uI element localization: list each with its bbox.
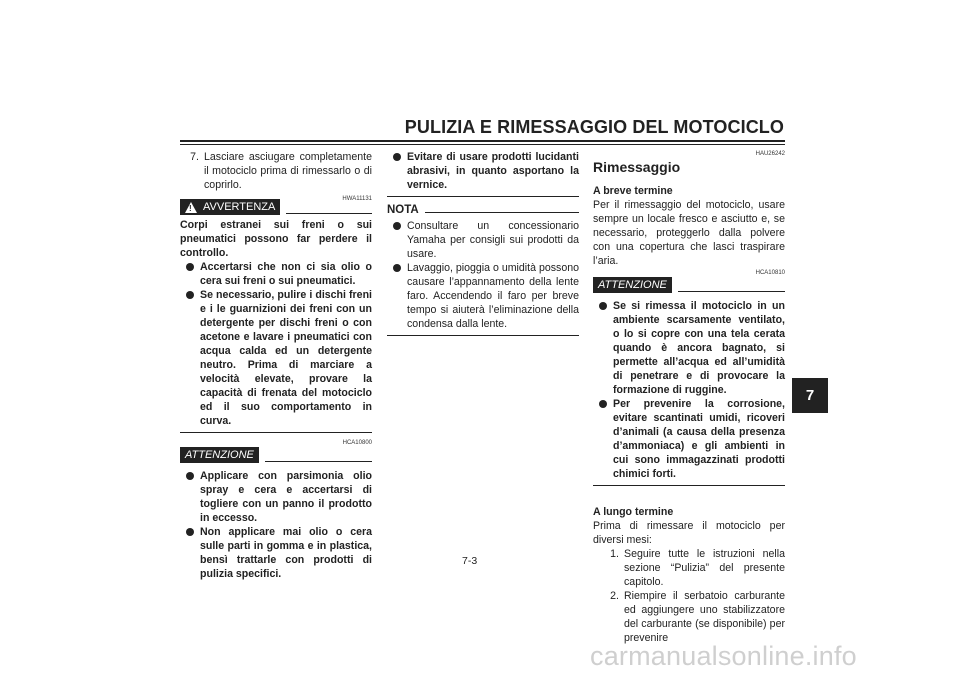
header-rule (180, 140, 785, 142)
long-term-text: Prima di rimessare il motociclo per diversi mesi: (593, 520, 785, 546)
attention-item (387, 150, 579, 192)
attention-item (593, 299, 785, 397)
warning-triangle-icon: ! (185, 202, 197, 213)
warning-badge (180, 199, 280, 215)
header-rule-thin (180, 144, 785, 145)
step-text: Riempire il serbatoio carburante ed aggiungere uno stabilizzatore del carburante (se disponibile) per prevenire (624, 590, 785, 644)
column-right (593, 150, 785, 645)
column-middle (387, 150, 579, 336)
nota-end-rule (387, 335, 579, 336)
bullet-icon (186, 263, 194, 271)
warning-item-text: Se necessario, pulire i dischi freni e i le guarnizioni dei freni con un detergente per dischi freni o con acetone e lavare i pneumatici con acqua calda ed un detergente neutro. Prima di marciare a velocità elevate, provare la capacità di frenata del motociclo ed il suo comportamento in curva. (200, 289, 372, 427)
step-number: 7. (190, 151, 199, 163)
bullet-icon (186, 472, 194, 480)
attention-end-rule (387, 196, 579, 197)
step-item (593, 589, 785, 645)
warning-lead: Corpi estranei sui freni o sui pneumatici possono far perdere il controllo. (180, 219, 372, 259)
page-number: 7-3 (462, 555, 478, 567)
short-term-text: Per il rimessaggio del motociclo, usare sempre un locale fresco e asciutto e, se necessario, proteggerlo dalla polvere con una copertura che lasci traspirare l’aria. (593, 199, 785, 267)
warning-item (180, 260, 372, 288)
warning-item (180, 288, 372, 428)
attention-label-rule (265, 461, 372, 462)
step-text: Seguire tutte le istruzioni nella sezione “Pulizia” del presente capitolo. (624, 548, 785, 588)
step-number: 1. (610, 548, 619, 560)
subheading-long: A lungo termine (593, 506, 674, 518)
section-code: HAU26242 (755, 151, 785, 157)
attention-item (180, 525, 372, 581)
nota-item-text: Consultare un concessionario Yamaha per consigli sui prodotti da usare. (407, 220, 579, 260)
attention-label-rule (678, 291, 785, 292)
step-item (593, 547, 785, 589)
step-text: Lasciare asciugare completamente il motociclo prima di rimessarlo o di coprirlo. (204, 151, 372, 191)
step-number: 2. (610, 590, 619, 602)
attention-code: HCA10800 (342, 440, 372, 446)
warning-label: AVVERTENZA (203, 201, 276, 213)
bullet-icon (599, 400, 607, 408)
section-title: Rimessaggio (593, 159, 681, 175)
nota-item-text: Lavaggio, pioggia o umidità possono causare l’appannamento della lente faro. Accendendo il faro per breve tempo si aiuterà l’eliminazione della condensa dalla lente. (407, 262, 579, 330)
bullet-icon (599, 302, 607, 310)
chapter-tab: 7 (792, 378, 828, 413)
warning-end-rule (180, 432, 372, 433)
nota-label-rule (425, 212, 579, 213)
attention-item (593, 397, 785, 481)
attention-badge: ATTENZIONE (593, 277, 672, 293)
bullet-icon (186, 291, 194, 299)
warning-item-text: Accertarsi che non ci sia olio o cera sui freni o sui pneumatici. (200, 261, 372, 287)
bullet-icon (186, 528, 194, 536)
bullet-icon (393, 222, 401, 230)
nota-item (387, 261, 579, 331)
warning-code: HWA11131 (342, 196, 372, 202)
watermark: carmanualsonline.info (590, 641, 857, 671)
step-item (180, 150, 372, 192)
nota-label: NOTA (387, 204, 419, 216)
attention-badge: ATTENZIONE (180, 447, 259, 463)
bullet-icon (393, 153, 401, 161)
subheading-short: A breve termine (593, 185, 673, 197)
column-left (180, 150, 372, 581)
attention-item-text: Evitare di usare prodotti lucidanti abrasivi, in quanto asportano la vernice. (407, 151, 579, 191)
bullet-icon (393, 264, 401, 272)
attention-end-rule (593, 485, 785, 486)
nota-item (387, 219, 579, 261)
warning-label-rule (286, 213, 372, 214)
attention-item-text: Applicare con parsimonia olio spray e cera e accertarsi di togliere con un panno il prodotto in eccesso. (200, 470, 372, 524)
attention-code: HCA10810 (755, 270, 785, 276)
attention-item-text: Se si rimessa il motociclo in un ambiente scarsamente ventilato, o lo si copre con una tela cerata quando è ancora bagnato, si permette all’acqua ed all’umidità di penetrare e di provocare la formazione di ruggine. (613, 300, 785, 396)
nota-label-row (387, 203, 579, 217)
attention-label-row (593, 277, 785, 293)
attention-item-text: Non applicare mai olio o cera sulle parti in gomma e in plastica, bensì trattarle con prodotti di pulizia specifici. (200, 526, 372, 580)
attention-label-row (180, 447, 372, 463)
attention-item-text: Per prevenire la corrosione, evitare scantinati umidi, ricoveri d’animali (a causa della presenza d’ammoniaca) e gli ambienti in cui sono immagazzinati prodotti chimici forti. (613, 398, 785, 480)
page-title: PULIZIA E RIMESSAGGIO DEL MOTOCICLO (404, 117, 784, 137)
attention-item (180, 469, 372, 525)
